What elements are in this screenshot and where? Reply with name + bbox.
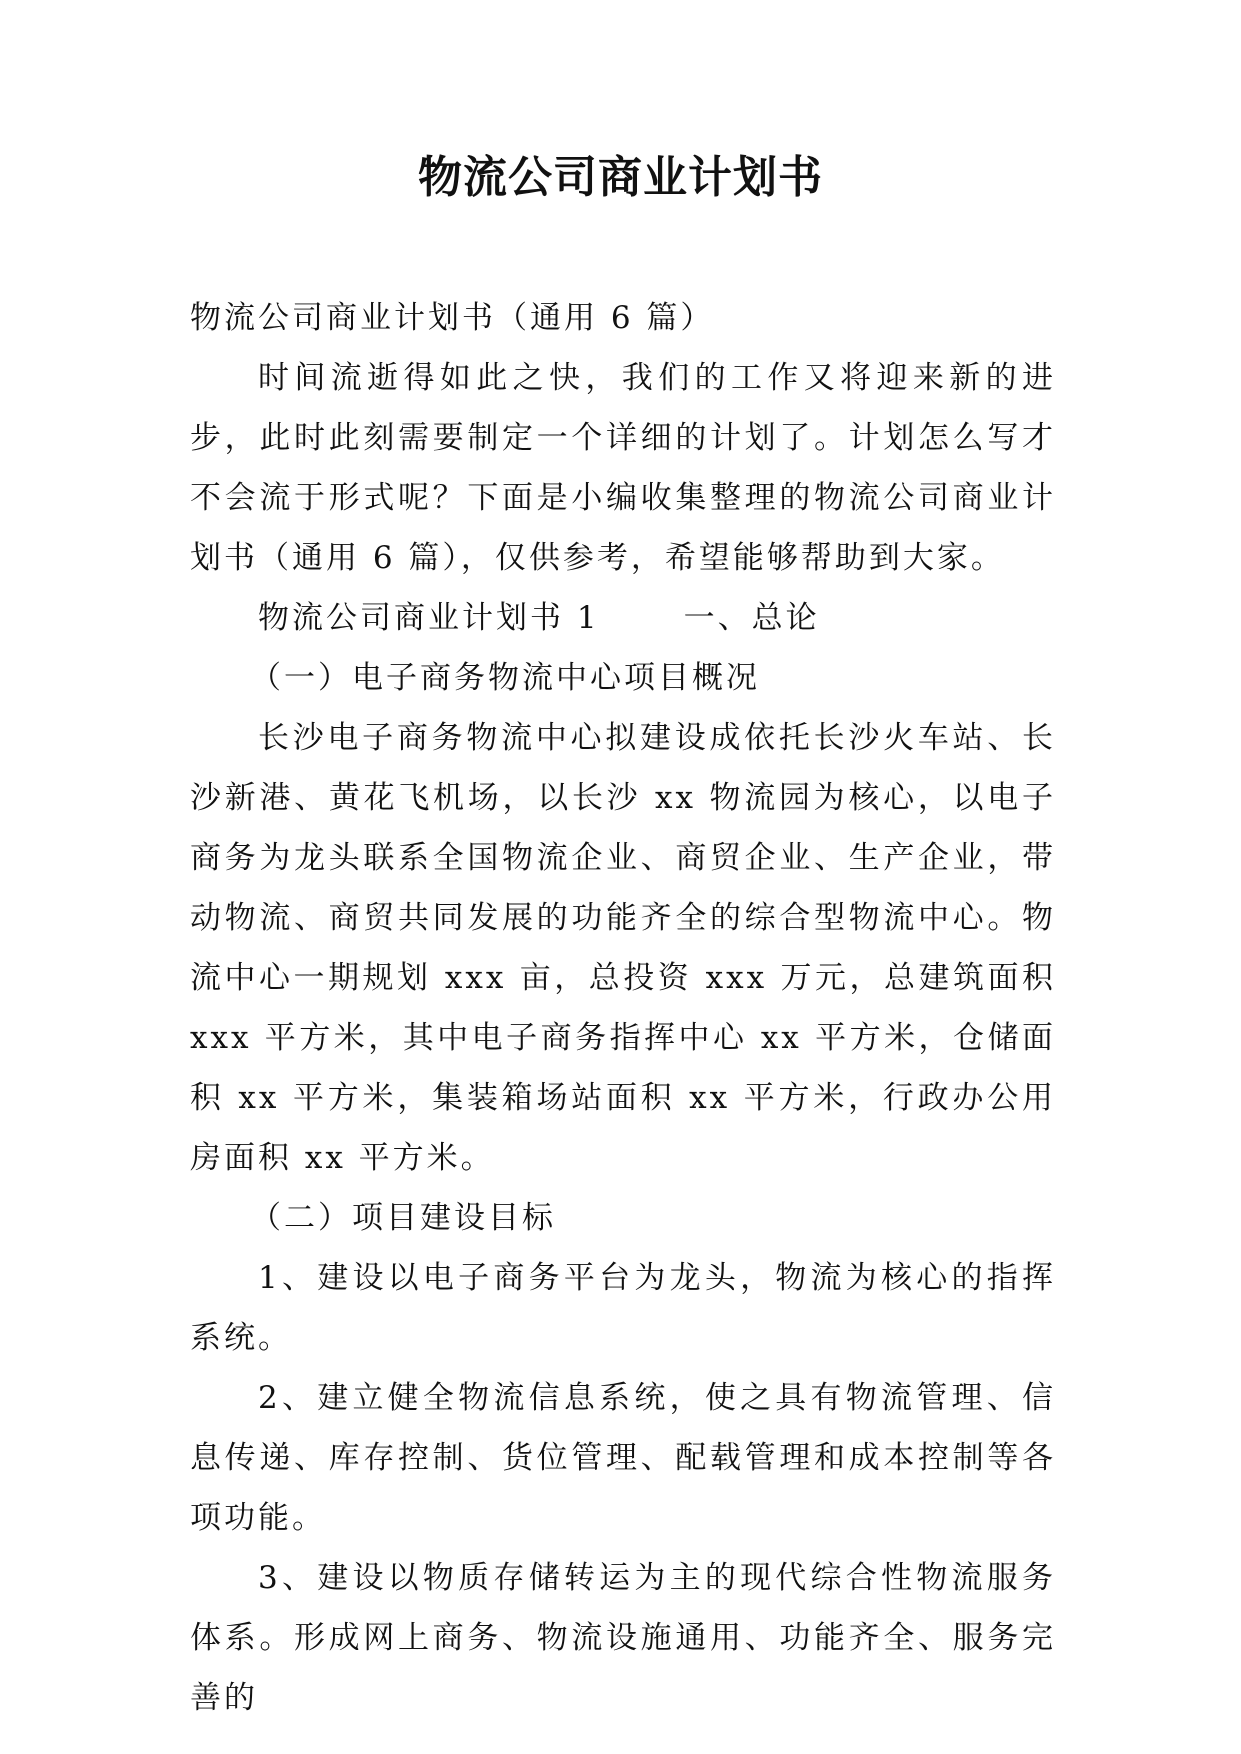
section-heading-line: [190, 588, 1056, 648]
document-title: 物流公司商业计划书: [418, 152, 823, 203]
goal-item: 1、建设以电子商务平台为龙头，物流为核心的指挥系统。: [190, 1260, 1056, 1356]
section-title: 物流公司商业计划书 1: [258, 600, 600, 636]
goal-item: 3、建设以物质存储转运为主的现代综合性物流服务体系。形成网上商务、物流设施通用、功能齐全、服务完善的: [190, 1560, 1056, 1716]
subsection-heading-1: （一）电子商务物流中心项目概况: [250, 660, 760, 696]
subsection-body-1: 长沙电子商务物流中心拟建设成依托长沙火车站、长沙新港、黄花飞机场，以长沙 xx 物流园为核心，以电子商务为龙头联系全国物流企业、商贸企业、生产企业，带动物流、商贸共同发展的功能齐全的综合型物流中心。物流中心一期规划 xxx 亩，总投资 xxx 万元，总建筑面积 xxx 平方米，其中电子商务指挥中心 xx 平方米，仓储面积 xx 平方米，集装箱场站面积 xx 平方米，行政办公用房面积 xx 平方米。: [190, 720, 1056, 1176]
subsection-heading-2: （二）项目建设目标: [250, 1200, 556, 1236]
document-subtitle: 物流公司商业计划书（通用 6 篇）: [190, 300, 715, 336]
intro-paragraph: 时间流逝得如此之快，我们的工作又将迎来新的进步，此时此刻需要制定一个详细的计划了。计划怎么写才不会流于形式呢？下面是小编收集整理的物流公司商业计划书（通用 6 篇），仅供参考，希望能够帮助到大家。: [190, 360, 1056, 576]
goal-item: 2、建立健全物流信息系统，使之具有物流管理、信息传递、库存控制、货位管理、配载管理和成本控制等各项功能。: [190, 1380, 1056, 1536]
document-body: [190, 288, 1056, 1728]
section-heading: 一、总论: [683, 600, 820, 636]
